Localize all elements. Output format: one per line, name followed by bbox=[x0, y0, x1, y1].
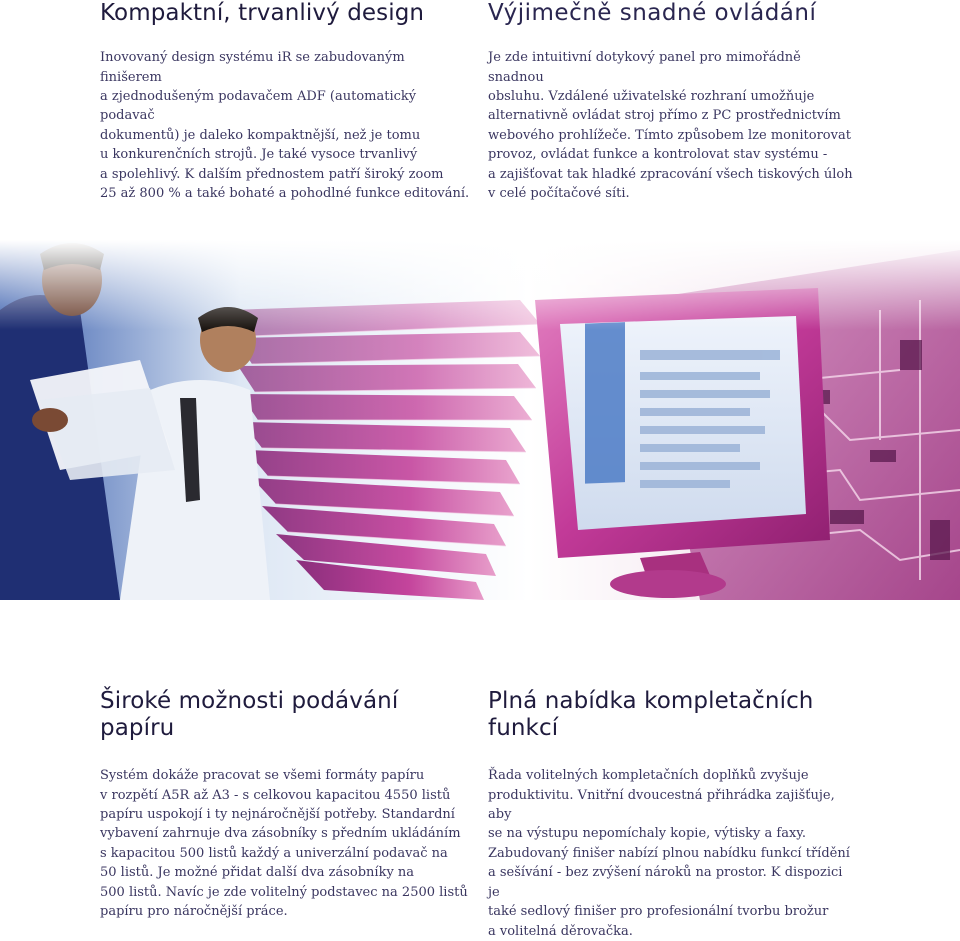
section-paper-feeding bbox=[100, 688, 470, 922]
section-body bbox=[488, 766, 858, 941]
section-body bbox=[100, 766, 470, 921]
section-title: Výjimečně snadné ovládání bbox=[488, 0, 817, 26]
body-line: s kapacitou 500 listů každý a univerzální podavač na bbox=[100, 845, 448, 861]
body-line: produktivitu. Vnitřní dvoucestná přihrádka zajišťuje, aby bbox=[488, 787, 835, 823]
section-title bbox=[488, 688, 858, 742]
body-line: obsluhu. Vzdálené uživatelské rozhraní umožňuje bbox=[488, 88, 815, 104]
body-line: také sedlový finišer pro profesionální tvorbu brožur bbox=[488, 904, 829, 920]
title-line: funkcí bbox=[488, 715, 559, 742]
body-line: se na výstupu nepomíchaly kopie, výtisky a faxy. bbox=[488, 826, 807, 842]
body-line: a zajišťovat tak hladké zpracování všech tiskových úloh bbox=[488, 166, 853, 182]
body-line: Zabudovaný finišer nabízí plnou nabídku funkcí třídění bbox=[488, 845, 850, 861]
body-line: a zjednodušeným podavačem ADF (automatický podavač bbox=[100, 88, 417, 124]
title-line: papíru bbox=[100, 715, 175, 742]
body-line: v celé počítačové síti. bbox=[488, 185, 630, 201]
section-finishing-functions bbox=[488, 688, 858, 941]
body-line: Je zde intuitivní dotykový panel pro mimořádně snadnou bbox=[488, 50, 801, 85]
body-line: u konkurenčních strojů. Je také vysoce trvanlivý bbox=[100, 147, 418, 163]
body-line: a sešívání - bez zvýšení nároků na prostor. K dispozici je bbox=[488, 865, 843, 900]
body-line: papíru pro náročnější práce. bbox=[100, 904, 288, 920]
section-compact-design bbox=[100, 0, 470, 203]
body-line: Řada volitelných kompletačních doplňků zvyšuje bbox=[488, 768, 809, 784]
body-line: a spolehlivý. K dalším přednostem patří široký zoom bbox=[100, 166, 444, 182]
section-body bbox=[100, 48, 470, 203]
body-line: Systém dokáže pracovat se všemi formáty papíru bbox=[100, 768, 425, 784]
body-line: Inovovaný design systému iR se zabudovaným finišerem bbox=[100, 50, 405, 85]
body-line: webového prohlížeče. Tímto způsobem lze monitorovat bbox=[488, 127, 851, 143]
section-title: Kompaktní, trvanlivý design bbox=[100, 0, 425, 26]
body-line: a volitelná děrovačka. bbox=[488, 923, 633, 939]
body-line: v rozpětí A5R až A3 - s celkovou kapacitou 4550 listů bbox=[100, 787, 451, 803]
body-line: vybavení zahrnuje dva zásobníky s předním ukládáním bbox=[100, 826, 461, 842]
body-line: papíru uspokojí i ty nejnáročnější potřeby. Standardní bbox=[100, 807, 455, 823]
section-easy-operation bbox=[488, 0, 858, 203]
title-line: Plná nabídka kompletačních bbox=[488, 688, 814, 714]
body-line: 500 listů. Navíc je zde volitelný podstavec na 2500 listů bbox=[100, 884, 468, 900]
body-line: provoz, ovládat funkce a kontrolovat stav systému - bbox=[488, 147, 828, 163]
product-photo-collage bbox=[0, 240, 960, 600]
body-line: 50 listů. Je možné přidat další dva zásobníky na bbox=[100, 865, 415, 881]
section-title bbox=[100, 688, 470, 742]
section-body bbox=[488, 48, 858, 203]
title-line: Široké možnosti podávání bbox=[100, 688, 399, 714]
body-line: 25 až 800 % a také bohaté a pohodlné funkce editování. bbox=[100, 185, 470, 201]
body-line: dokumentů) je daleko kompaktnější, než je tomu bbox=[100, 127, 421, 143]
body-line: alternativně ovládat stroj přímo z PC prostřednictvím bbox=[488, 108, 841, 124]
